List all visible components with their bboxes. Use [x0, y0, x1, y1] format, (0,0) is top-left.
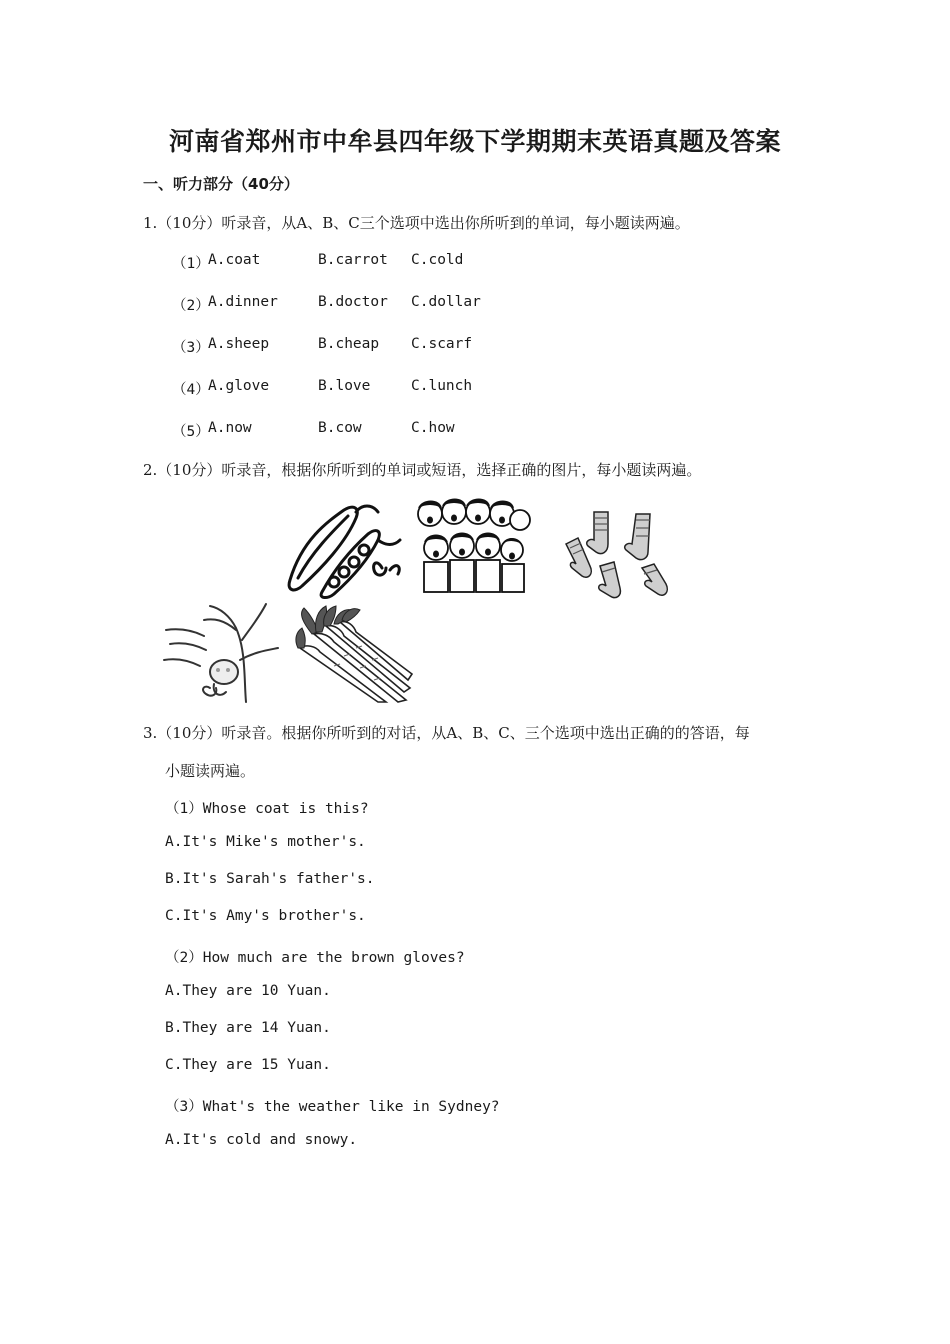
q1-row-number: （3） — [172, 340, 210, 356]
q1-row-number: （1） — [172, 256, 210, 272]
q1-stem: 1.（10分）听录音，从A、B、C三个选项中选出你所听到的单词，每小题读两遍。 — [143, 214, 690, 232]
q1-option-c: C.cold — [411, 252, 464, 268]
q1-option-b: B.carrot — [318, 252, 388, 268]
q1-row-number: （2） — [172, 298, 210, 314]
q3-option: B.They are 14 Yuan. — [165, 1020, 331, 1036]
q1-option-b: B.cow — [318, 420, 362, 436]
q3-question: （3）What's the weather like in Sydney? — [165, 1099, 500, 1115]
q3-option: C.They are 15 Yuan. — [165, 1057, 331, 1073]
q3-stem-continued: 小题读两遍。 — [165, 762, 256, 780]
q1-option-c: C.scarf — [411, 336, 473, 352]
q1-row-number: （4） — [172, 382, 210, 398]
q2-stem: 2.（10分）听录音，根据你所听到的单词或短语，选择正确的图片，每小题读两遍。 — [143, 461, 702, 479]
q1-option-c: C.how — [411, 420, 455, 436]
q3-stem: 3.（10分）听录音。根据你所听到的对话，从A、B、C、三个选项中选出正确的的答语，每 — [143, 724, 750, 742]
peas-icon — [282, 500, 406, 600]
q1-option-a: A.glove — [208, 378, 270, 394]
q1-option-b: B.love — [318, 378, 371, 394]
q1-option-a: A.dinner — [208, 294, 278, 310]
q3-option: B.It's Sarah's father's. — [165, 871, 375, 887]
q3-option: A.They are 10 Yuan. — [165, 983, 331, 999]
q1-option-b: B.cheap — [318, 336, 380, 352]
q1-row — [0, 336, 950, 362]
q1-row-number: （5） — [172, 424, 210, 440]
q3-question: （1）Whose coat is this? — [165, 801, 369, 817]
q1-option-a: A.now — [208, 420, 252, 436]
q1-option-a: A.coat — [208, 252, 261, 268]
q1-row — [0, 378, 950, 404]
q1-option-a: A.sheep — [208, 336, 270, 352]
q1-option-c: C.dollar — [411, 294, 481, 310]
section-heading-listening: 一、听力部分（40分） — [143, 175, 299, 193]
windy-tree-icon — [160, 600, 284, 704]
q1-row — [0, 294, 950, 320]
q3-option: A.It's Mike's mother's. — [165, 834, 366, 850]
q1-row — [0, 420, 950, 446]
q3-option: C.It's Amy's brother's. — [165, 908, 366, 924]
q3-option: A.It's cold and snowy. — [165, 1132, 358, 1148]
socks-icon — [562, 508, 674, 606]
q1-option-b: B.doctor — [318, 294, 388, 310]
q1-option-c: C.lunch — [411, 378, 473, 394]
carrots-icon — [294, 604, 414, 704]
q3-question: （2）How much are the brown gloves? — [165, 950, 465, 966]
singing-children-icon — [414, 496, 532, 596]
page-title: 河南省郑州市中牟县四年级下学期期末英语真题及答案 — [168, 127, 781, 156]
q1-row — [0, 252, 950, 278]
